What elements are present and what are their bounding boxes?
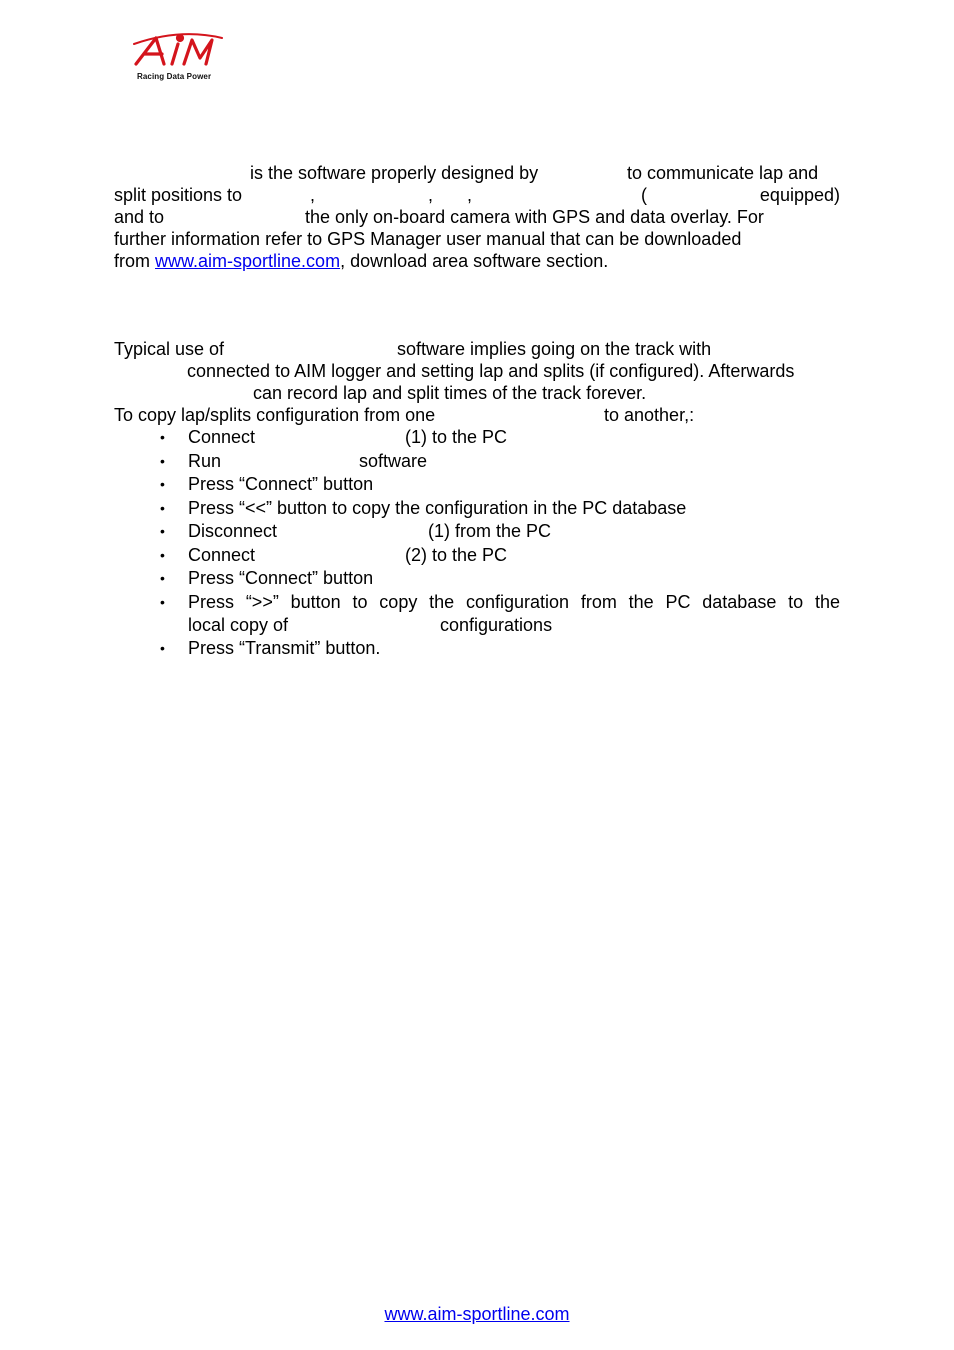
step-text: Press “<<” button to copy the configuration in the PC database (188, 497, 687, 518)
list-item (114, 473, 840, 497)
step-text: Press “>>” button to copy the configuration from the PC database to the (188, 591, 840, 612)
intro-text: equipped) (759, 185, 840, 205)
usage-line-3 (114, 382, 840, 404)
usage-line-2 (114, 360, 840, 382)
list-item (114, 637, 840, 661)
logo-m-stroke (184, 40, 212, 64)
intro-line-2 (114, 184, 840, 206)
intro-text: , (428, 185, 434, 205)
bullet: • (160, 593, 165, 610)
intro-line-4 (114, 228, 840, 250)
intro-text: ( (641, 185, 647, 205)
step-text: configurations (440, 615, 553, 635)
list-item (114, 520, 840, 544)
website-link[interactable]: www.aim-sportline.com (155, 251, 341, 271)
step-text: software (359, 450, 428, 471)
list-item (114, 426, 840, 450)
step-text: Press “Connect” button (188, 474, 374, 494)
bullet: • (160, 429, 165, 445)
list-item (114, 591, 840, 637)
usage-text: to another,: (604, 405, 695, 425)
step-text: Connect (188, 427, 256, 447)
intro-line-5 (114, 250, 840, 272)
step-text: (1) from the PC (428, 521, 552, 541)
intro-text: and to (114, 207, 165, 227)
step-text: (2) to the PC (405, 544, 508, 565)
bullet: • (160, 452, 165, 469)
bullet: • (160, 476, 165, 492)
usage-text: software implies going on the track with (397, 339, 712, 359)
usage-line-4 (114, 404, 840, 426)
step-text: (1) to the PC (405, 427, 508, 447)
intro-text: the only on-board camera with GPS and data overlay. For (305, 207, 764, 227)
bullet: • (160, 499, 165, 516)
intro-text: , (467, 185, 473, 205)
bullet: • (160, 639, 165, 656)
bullet: • (160, 570, 165, 586)
step-text: Press “Transmit” button. (188, 637, 381, 658)
usage-text: Typical use of (114, 339, 225, 359)
list-item (114, 544, 840, 568)
usage-text: To copy lap/splits configuration from one (114, 405, 436, 425)
list-item (114, 567, 840, 591)
step-text: local copy of (188, 615, 289, 635)
page-footer (0, 1304, 954, 1325)
logo-i-dot (178, 36, 183, 41)
usage-text: can record lap and split times of the track forever. (253, 383, 647, 403)
steps-list (114, 426, 840, 660)
usage-line-1 (114, 338, 840, 360)
bullet: • (160, 523, 165, 539)
intro-text: further information refer to GPS Manager user manual that can be downloaded (114, 229, 742, 249)
logo-tagline: Racing Data Power (137, 72, 212, 81)
step-text: Connect (188, 544, 256, 565)
step-text: Disconnect (188, 521, 278, 541)
intro-text: to communicate lap and (627, 163, 819, 183)
intro-line-3 (114, 206, 840, 228)
intro-text: is the software properly designed by (250, 163, 539, 183)
list-item (114, 450, 840, 474)
intro-text: split positions to (114, 185, 243, 205)
step-text: Press “Connect” button (188, 568, 374, 588)
intro-text: , (310, 185, 316, 205)
aim-logo-mark (130, 30, 230, 70)
usage-text: connected to AIM logger and setting lap and splits (if configured). Afterwards (187, 361, 795, 381)
intro-text: , download area software section. (340, 251, 609, 271)
intro-text: from (114, 251, 150, 271)
footer-website-link[interactable]: www.aim-sportline.com (384, 1304, 570, 1324)
intro-line-1 (114, 162, 840, 184)
logo-i-stroke (172, 44, 178, 64)
bullet: • (160, 546, 165, 563)
step-text: Run (188, 450, 222, 471)
list-item (114, 497, 840, 521)
